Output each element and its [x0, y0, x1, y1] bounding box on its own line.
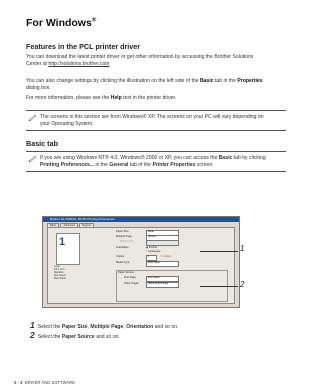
- paper-size-select[interactable]: Letter: [146, 230, 179, 236]
- tab-support[interactable]: Support: [79, 223, 94, 227]
- dialog-title: Brother HL-5050/HL-5070N Printing Preferences: [50, 217, 115, 221]
- copies-input[interactable]: 1: [146, 255, 157, 261]
- paper-source-title: Paper Source: [118, 271, 134, 274]
- multiple-page-select[interactable]: Normal: [146, 235, 179, 241]
- basic-panel: [47, 227, 235, 304]
- note-text: The screens in this section are from Windows® XP. The screens on your PC will vary depending on your Operating System.: [40, 114, 264, 127]
- multiple-page-label: Multiple Page: [116, 235, 132, 238]
- driver-dialog-screenshot: [42, 216, 240, 308]
- section-heading-features: Features in the PCL printer driver: [26, 42, 141, 51]
- page-footer: 2 - 3 DRIVER AND SOFTWARE: [14, 380, 76, 385]
- note-divider: [26, 110, 286, 111]
- paper-size-label: Paper Size: [116, 230, 129, 233]
- tab-advanced[interactable]: Advanced: [60, 223, 78, 227]
- border-line-select[interactable]: [146, 240, 179, 246]
- note-text: If you are using Windows NT® 4.0, Windows® 2000 or XP, you can access the Basic tab by clicking Printing Preferences... in the General tab of the Printer Properties screen.: [40, 155, 266, 168]
- orientation-label: Orientation: [116, 246, 129, 249]
- step-2: 2 Select the Paper Source and so on.: [30, 330, 120, 340]
- copies-label: Copies: [116, 255, 125, 258]
- callout-line-1: [200, 251, 238, 252]
- media-type-select[interactable]: Plain Paper: [146, 261, 179, 267]
- border-line-label: Border Line: [120, 240, 134, 243]
- media-type-label: Media Type: [116, 261, 130, 264]
- note-divider: [26, 130, 286, 131]
- intro-paragraph: You can download the latest printer driver or get other information by accessing the Brother Solutions Center at http://solutions.brother.com: [26, 54, 254, 67]
- page-title: For Windows®: [26, 17, 97, 29]
- collate-checkbox[interactable]: ☐ Collate: [160, 255, 172, 258]
- settings-paragraph: You can also change settings by clicking the illustration on the left side of the Basic tab in the Properties dialog box.: [26, 78, 263, 91]
- callout-2: 2: [240, 280, 245, 289]
- note-divider: [26, 151, 286, 152]
- step-1: 1 Select the Paper Size, Multiple Page, Orientation and so on.: [30, 320, 179, 330]
- solutions-link[interactable]: http://solutions.brother.com: [48, 60, 110, 67]
- callout-line-2: [200, 286, 238, 287]
- preview-page-number: 1: [59, 236, 66, 248]
- note-pencil-icon: [28, 155, 37, 162]
- other-pages-select[interactable]: Same as First Page: [146, 282, 179, 288]
- preview-info: Letter 8.5 x 11 in Standard Auto Select Plain Paper: [54, 266, 66, 280]
- first-page-select[interactable]: Auto Select: [146, 276, 179, 282]
- other-pages-label: Other Pages: [124, 282, 139, 285]
- first-page-label: First Page: [124, 276, 136, 279]
- help-paragraph: For more information, please see the Help text in the printer driver.: [26, 95, 177, 101]
- tab-basic[interactable]: Basic: [47, 223, 59, 227]
- portrait-radio[interactable]: ◉ Portrait: [146, 246, 157, 249]
- landscape-radio[interactable]: ○ Landscape: [146, 250, 161, 253]
- paper-preview[interactable]: [56, 233, 80, 265]
- section-heading-basic-tab: Basic tab: [26, 139, 58, 148]
- note-pencil-icon: [28, 114, 37, 121]
- note-divider: [26, 171, 286, 172]
- callout-1: 1: [240, 244, 245, 253]
